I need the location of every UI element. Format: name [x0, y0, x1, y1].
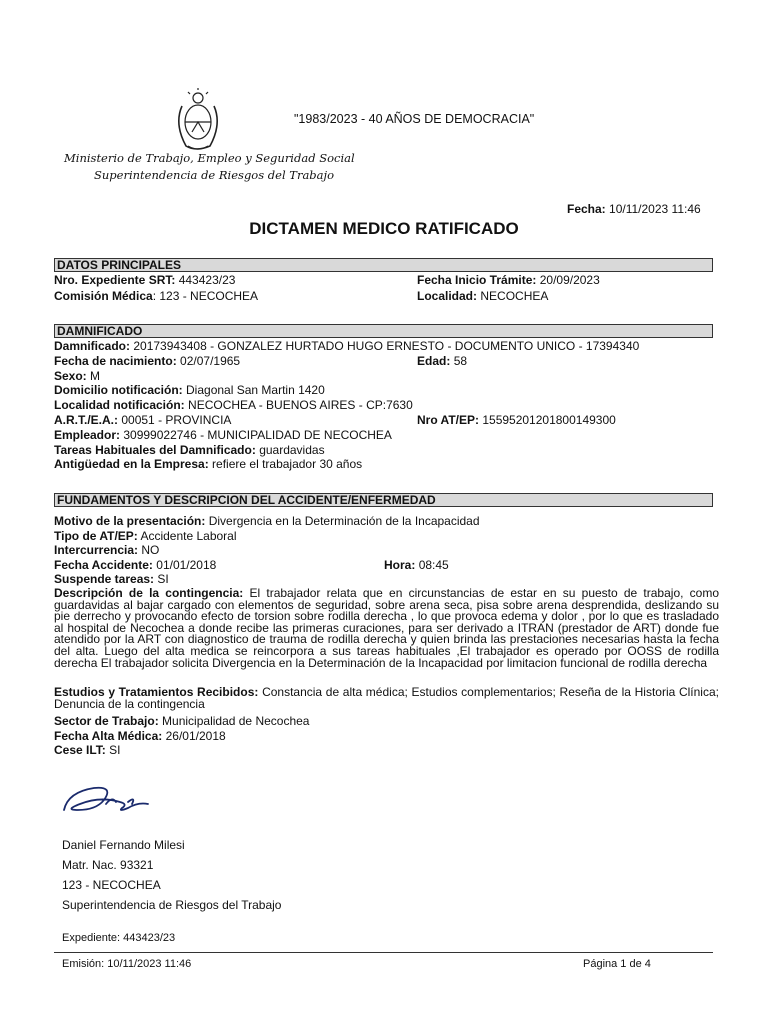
descripcion-value: El trabajador relata que en circunstancias de estar en su puesto de trabajo, como guardavidas al bajar cargado con elementos de seguridad, sobre arena seca, pisa sobre arena desprendida, deslizando su pie derrecho y provocando efecto de torsion sobre rodilla derecha , lo que provoca edema y dolor , por lo que es trasladado al hospital de Necochea a donde recibe las primeras curaciones, para ser derivado a ITRAN (prestador de ART) donde fue atendido por la ART con diagnostico de trauma de rodilla derecha y quien brinda las prestaciones necesarias hasta la fecha del alta. Luego del alta medica se reincorpora a sus tareas habituales ,El trabajador es operado por OOSS de rodilla derecha El trabajador solicita Divergencia en la Determinación de la Incapacidad por limitacion funcional de rodilla derecha: [54, 586, 719, 670]
signer-organismo: Superintendencia de Riesgos del Trabajo: [62, 898, 282, 912]
signer-matricula: Matr. Nac. 93321: [62, 858, 154, 872]
agency-name: Superintendencia de Riesgos del Trabajo: [94, 168, 335, 182]
tipo-label: Tipo de AT/EP:: [54, 529, 138, 543]
date-label: Fecha:: [567, 202, 606, 216]
nacimiento-label: Fecha de nacimiento:: [54, 354, 177, 368]
expediente-value: 443423/23: [178, 273, 236, 287]
nacimiento-value: 02/07/1965: [180, 354, 241, 368]
sexo-field: [54, 369, 100, 383]
empleador-label: Empleador:: [54, 428, 121, 442]
cese-label: Cese ILT:: [54, 743, 106, 757]
sector-value: Municipalidad de Necochea: [162, 714, 310, 728]
hora-label: Hora:: [384, 558, 416, 572]
art-label: A.R.T./E.A.:: [54, 413, 119, 427]
nacimiento-field: [54, 354, 240, 368]
suspende-value: SI: [157, 572, 169, 586]
hora-field: [384, 558, 449, 572]
inicio-label: Fecha Inicio Trámite:: [417, 273, 537, 287]
damnificado-value: 20173943408 - GONZALEZ HURTADO HUGO ERNESTO - DOCUMENTO UNICO - 17394340: [133, 339, 640, 353]
descripcion-label: Descripción de la contingencia:: [54, 586, 244, 600]
expediente-field: [54, 273, 235, 287]
localidad-notificacion-value: NECOCHEA - BUENOS AIRES - CP:7630: [188, 398, 413, 412]
date-value: 10/11/2023 11:46: [609, 202, 701, 216]
empleador-field: [54, 428, 392, 442]
motivo-value: Divergencia en la Determinación de la Incapacidad: [208, 514, 480, 528]
hora-value: 08:45: [418, 558, 449, 572]
tipo-field: [54, 529, 237, 543]
estudios-value: Constancia de alta médica; Estudios complementarios; Reseña de la Historia Clínica; Denuncia de la contingencia: [54, 685, 719, 711]
footer-divider: [54, 952, 713, 953]
alta-value: 26/01/2018: [165, 729, 226, 743]
footer-emision: Emisión: 10/11/2023 11:46: [62, 958, 192, 970]
edad-value: 58: [453, 354, 468, 368]
domicilio-value: Diagonal San Martin 1420: [186, 383, 325, 397]
fecha-accidente-value: 01/01/2018: [156, 558, 217, 572]
tareas-value: guardavidas: [259, 443, 325, 457]
suspende-label: Suspende tareas:: [54, 572, 155, 586]
localidad-notificacion-field: [54, 398, 413, 412]
art-value: 00051 - PROVINCIA: [121, 413, 232, 427]
coat-of-arms-icon: [170, 88, 226, 154]
sector-field: [54, 714, 309, 728]
date-line: [567, 202, 701, 216]
estudios-field: [54, 687, 719, 710]
alta-field: [54, 729, 226, 743]
comision-field: [54, 289, 258, 303]
page-title: DICTAMEN MEDICO RATIFICADO: [249, 219, 519, 238]
damnificado-label: Damnificado:: [54, 339, 131, 353]
sexo-label: Sexo:: [54, 369, 87, 383]
inicio-value: 20/09/2023: [539, 273, 600, 287]
expediente-label: Nro. Expediente SRT:: [54, 273, 176, 287]
localidad-notificacion-label: Localidad notificación:: [54, 398, 185, 412]
localidad-value: NECOCHEA: [480, 289, 549, 303]
comision-label: Comisión Médica: [54, 289, 153, 303]
footer-expediente: Expediente: 443423/23: [62, 932, 176, 944]
intercurrencia-field: [54, 543, 159, 557]
signer-name: Daniel Fernando Milesi: [62, 838, 185, 852]
estudios-label: Estudios y Tratamientos Recibidos:: [54, 685, 259, 699]
motivo-label: Motivo de la presentación:: [54, 514, 206, 528]
domicilio-label: Domicilio notificación:: [54, 383, 183, 397]
section-header-damnificado: DAMNIFICADO: [54, 324, 713, 338]
section-header-fundamentos: FUNDAMENTOS Y DESCRIPCION DEL ACCIDENTE/ENFERMEDAD: [54, 493, 713, 507]
motivo-field: [54, 514, 480, 528]
antiguedad-value: refiere el trabajador 30 años: [212, 457, 363, 471]
footer-pagina: Página 1 de 4: [583, 958, 651, 970]
sexo-value: M: [90, 369, 101, 383]
cese-value: SI: [109, 743, 121, 757]
domicilio-field: [54, 383, 325, 397]
ministry-name: Ministerio de Trabajo, Empleo y Seguridad Social: [64, 151, 355, 165]
antiguedad-field: [54, 457, 362, 471]
intercurrencia-value: NO: [141, 543, 160, 557]
localidad-field: [417, 289, 548, 303]
tareas-label: Tareas Habituales del Damnificado:: [54, 443, 256, 457]
suspende-field: [54, 572, 169, 586]
tareas-field: [54, 443, 325, 457]
motto: "1983/2023 - 40 AÑOS DE DEMOCRACIA": [294, 112, 535, 126]
signature-image: [58, 780, 168, 820]
nro-at-value: 15595201201800149300: [482, 413, 616, 427]
cese-field: [54, 743, 120, 757]
fecha-accidente-field: [54, 558, 216, 572]
tipo-value: Accidente Laboral: [140, 529, 237, 543]
signer-comision: 123 - NECOCHEA: [62, 878, 161, 892]
damnificado-field: [54, 339, 639, 353]
sector-label: Sector de Trabajo:: [54, 714, 159, 728]
intercurrencia-label: Intercurrencia:: [54, 543, 139, 557]
edad-field: [417, 354, 467, 368]
art-field: [54, 413, 231, 427]
antiguedad-label: Antigüedad en la Empresa:: [54, 457, 209, 471]
nro-at-field: [417, 413, 616, 427]
descripcion-field: [54, 588, 719, 669]
edad-label: Edad:: [417, 354, 451, 368]
inicio-field: [417, 273, 600, 287]
section-header-principales: DATOS PRINCIPALES: [54, 258, 713, 272]
alta-label: Fecha Alta Médica:: [54, 729, 163, 743]
nro-at-label: Nro AT/EP:: [417, 413, 479, 427]
fecha-accidente-label: Fecha Accidente:: [54, 558, 153, 572]
localidad-label: Localidad:: [417, 289, 478, 303]
empleador-value: 30999022746 - MUNICIPALIDAD DE NECOCHEA: [123, 428, 392, 442]
comision-value: : 123 - NECOCHEA: [152, 289, 259, 303]
